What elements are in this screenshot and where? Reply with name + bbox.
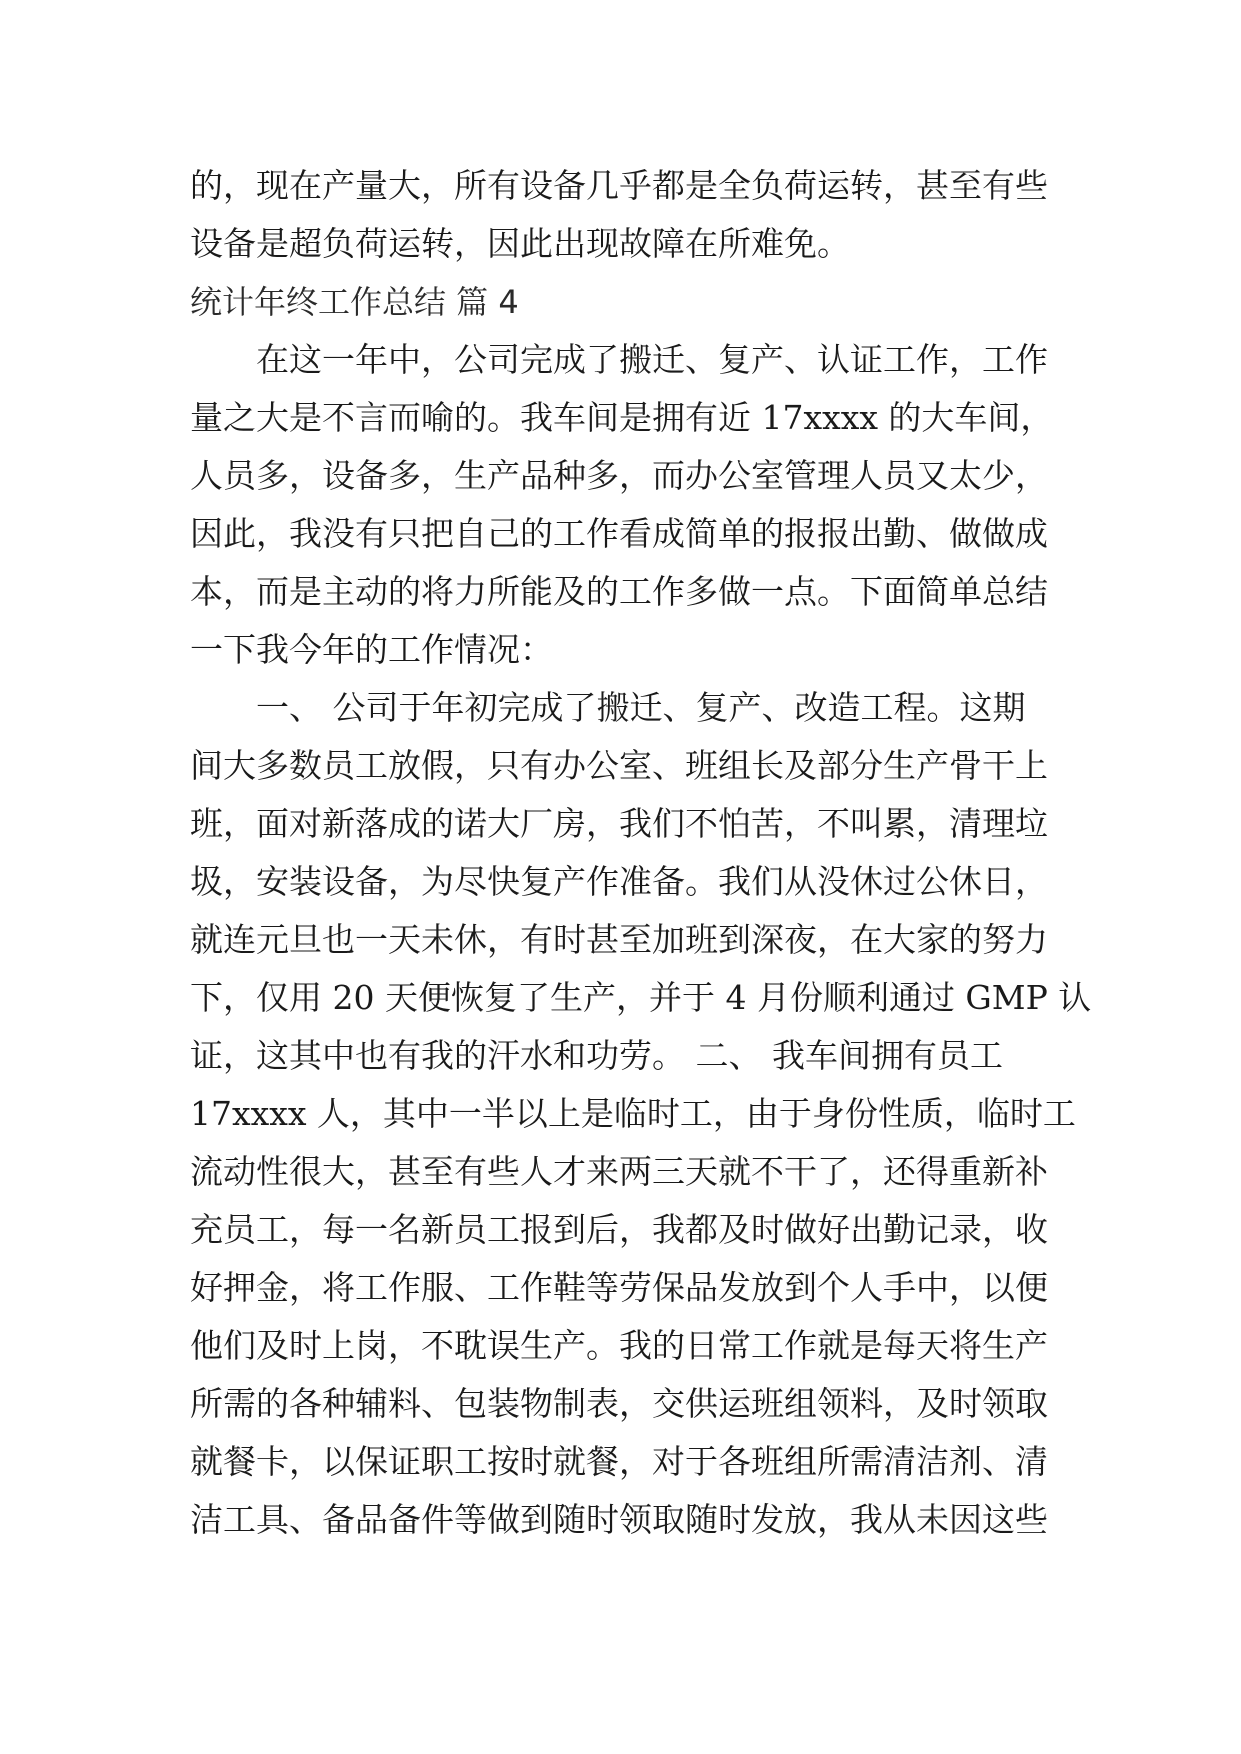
body-line: 圾，安装设备，为尽快复产作准备。我们从没休过公休日， (190, 862, 1048, 901)
body-line: 设备是超负荷运转，因此出现故障在所难免。 (190, 224, 850, 263)
body-line: 在这一年中，公司完成了搬迁、复产、认证工作，工作 (190, 340, 1048, 379)
body-line: 人员多，设备多，生产品种多，而办公室管理人员又太少， (190, 456, 1048, 495)
body-line: 证，这其中也有我的汗水和功劳。 二、 我车间拥有员工 (190, 1036, 1003, 1075)
body-line: 就连元旦也一天未休，有时甚至加班到深夜，在大家的努力 (190, 920, 1048, 959)
body-line: 就餐卡，以保证职工按时就餐，对于各班组所需清洁剂、清 (190, 1442, 1048, 1481)
body-line: 间大多数员工放假，只有办公室、班组长及部分生产骨干上 (190, 746, 1048, 785)
body-line: 班，面对新落成的诺大厂房，我们不怕苦，不叫累，清理垃 (190, 804, 1048, 843)
body-line: 所需的各种辅料、包装物制表，交供运班组领料，及时领取 (190, 1384, 1048, 1423)
body-line: 17xxxx 人，其中一半以上是临时工，由于身份性质，临时工 (190, 1094, 1076, 1133)
body-line: 一、 公司于年初完成了搬迁、复产、改造工程。这期 (190, 688, 1026, 727)
body-line: 洁工具、备品备件等做到随时领取随时发放，我从未因这些 (190, 1500, 1048, 1539)
section-heading: 统计年终工作总结 篇 4 (190, 283, 519, 321)
body-line: 本，而是主动的将力所能及的工作多做一点。下面简单总结 (190, 572, 1048, 611)
body-line: 的，现在产量大，所有设备几乎都是全负荷运转，甚至有些 (190, 166, 1048, 205)
body-line: 充员工，每一名新员工报到后，我都及时做好出勤记录，收 (190, 1210, 1048, 1249)
body-line: 流动性很大，甚至有些人才来两三天就不干了，还得重新补 (190, 1152, 1048, 1191)
body-line: 下，仅用 20 天便恢复了生产，并于 4 月份顺利通过 GMP 认 (190, 978, 1092, 1017)
body-line: 量之大是不言而喻的。我车间是拥有近 17xxxx 的大车间， (190, 398, 1054, 437)
body-line: 好押金，将工作服、工作鞋等劳保品发放到个人手中，以便 (190, 1268, 1048, 1307)
body-line: 他们及时上岗，不耽误生产。我的日常工作就是每天将生产 (190, 1326, 1048, 1365)
body-line: 因此，我没有只把自己的工作看成简单的报报出勤、做做成 (190, 514, 1048, 553)
body-line: 一下我今年的工作情况： (190, 630, 553, 669)
